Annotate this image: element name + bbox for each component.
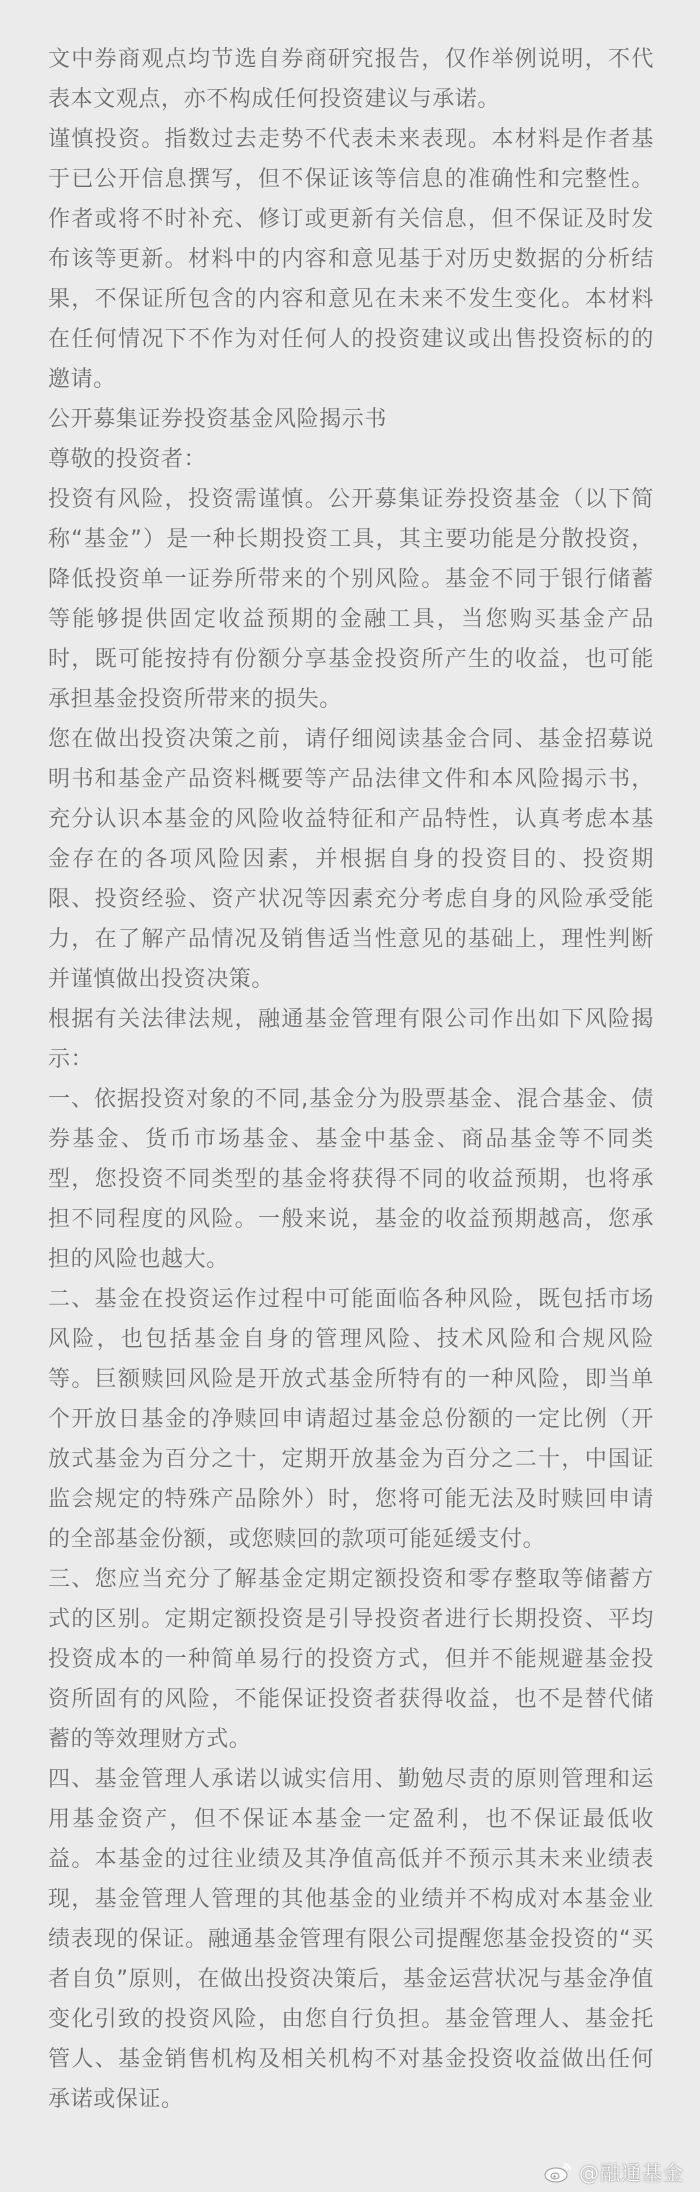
clause-one: 一、依据投资对象的不同,基金分为股票基金、混合基金、债券基金、货币市场基金、基金中基金、商品基金等不同类型，您投资不同类型的基金将获得不同的收益预期，也将承担不同程度的风险。一般来说，基金的收益预期越高，您承担的风险也越大。 [48,1087,654,1272]
decision-paragraph: 您在做出投资决策之前，请仔细阅读基金合同、基金招募说明书和基金产品资料概要等产品法律文件和本风险揭示书，充分认识本基金的风险收益特征和产品特性，认真考虑本基金存在的各项风险因素，并根据自身的投资目的、投资期限、投资经验、资产状况等因素充分考虑自身的风险承受能力，在了解产品情况及销售适当性意见的基础上，理性判断并谨慎做出投资决策。 [48,727,654,992]
watermark-text: @融通基金 [579,2161,684,2185]
risk-disclosure-title: 公开募集证券投资基金风险揭示书 [48,407,388,432]
disclaimer-paragraph: 文中券商观点均节选自券商研究报告，仅作举例说明，不代表本文观点，亦不构成任何投资建议与承诺。 [48,47,654,112]
weibo-watermark [543,2157,684,2186]
salutation: 尊敬的投资者： [48,447,207,472]
clause-three: 三、您应当充分了解基金定期定额投资和零存整取等储蓄方式的区别。定期定额投资是引导投资者进行长期投资、平均投资成本的一种简单易行的投资方式，但并不能规避基金投资所固有的风险，不能保证投资者获得收益，也不是替代储蓄的等效理财方式。 [48,1567,654,1752]
weibo-logo-icon [543,2160,573,2184]
intro-paragraph: 投资有风险，投资需谨慎。公开募集证券投资基金（以下简称“基金”）是一种长期投资工具，其主要功能是分散投资，降低投资单一证券所带来的个别风险。基金不同于银行储蓄等能够提供固定收益预期的金融工具，当您购买基金产品时，既可能按持有份额分享基金投资所产生的收益，也可能承担基金投资所带来的损失。 [48,487,654,712]
document-body [48,40,654,2120]
clause-two: 二、基金在投资运作过程中可能面临各种风险，既包括市场风险，也包括基金自身的管理风险、技术风险和合规风险等。巨额赎回风险是开放式基金所特有的一种风险，即当单个开放日基金的净赎回申请超过基金总份额的一定比例（开放式基金为百分之十，定期开放基金为百分之二十，中国证监会规定的特殊产品除外）时，您将可能无法及时赎回申请的全部基金份额，或您赎回的款项可能延缓支付。 [48,1287,654,1552]
regulation-paragraph: 根据有关法律法规，融通基金管理有限公司作出如下风险揭示： [48,1007,654,1072]
clause-four: 四、基金管理人承诺以诚实信用、勤勉尽责的原则管理和运用基金资产，但不保证本基金一定盈利，也不保证最低收益。本基金的过往业绩及其净值高低并不预示其未来业绩表现，基金管理人管理的其他基金的业绩并不构成对本基金业绩表现的保证。融通基金管理有限公司提醒您基金投资的“买者自负”原则，在做出投资决策后，基金运营状况与基金净值变化引致的投资风险，由您自行负担。基金管理人、基金托管人、基金销售机构及相关机构不对基金投资收益做出任何承诺或保证。 [48,1767,654,2112]
caution-paragraph: 谨慎投资。指数过去走势不代表未来表现。本材料是作者基于已公开信息撰写，但不保证该等信息的准确性和完整性。作者或将不时补充、修订或更新有关信息，但不保证及时发布该等更新。材料中的内容和意见基于对历史数据的分析结果，不保证所包含的内容和意见在未来不发生变化。本材料在任何情况下不作为对任何人的投资建议或出售投资标的的邀请。 [48,127,654,392]
